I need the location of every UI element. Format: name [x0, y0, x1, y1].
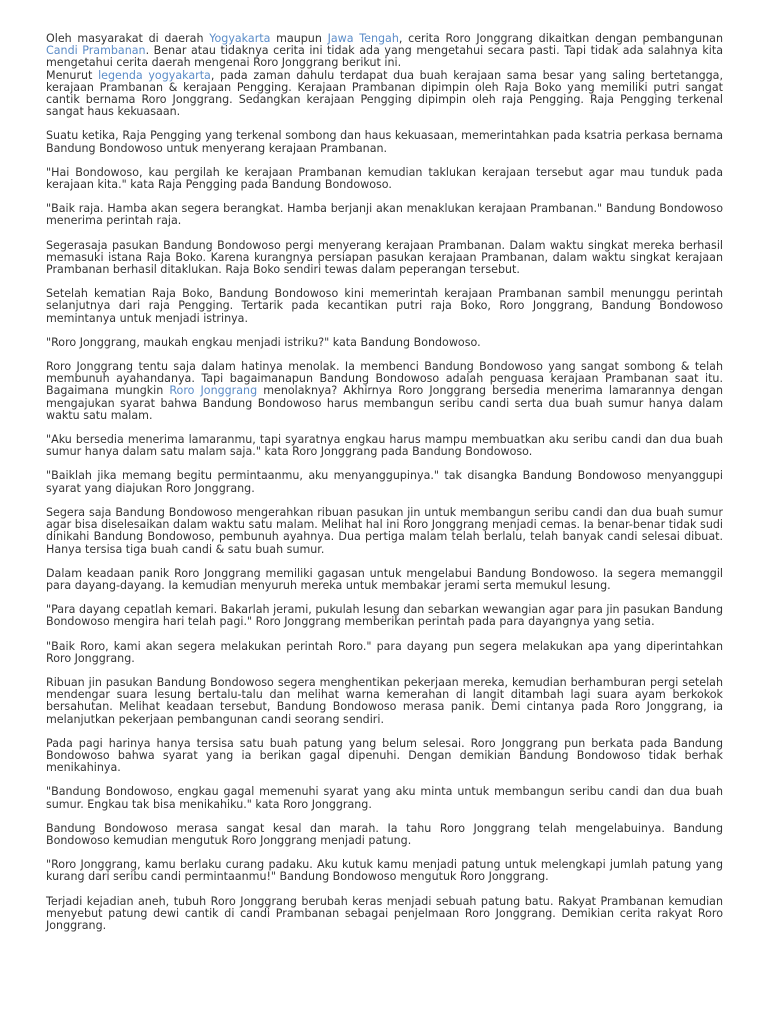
paragraph-21: Terjadi kejadian aneh, tubuh Roro Jonggrang berubah keras menjadi sebuah patung batu. Rakyat Prambanan kemudian menyebut patung dewi cantik di candi Prambanan sebagai penjelmaan Roro Jonggrang. Demikian cerita rakyat Roro Jonggrang. — [46, 894, 723, 932]
link-yogyakarta[interactable]: Yogyakarta — [209, 32, 271, 45]
paragraph-10: "Aku bersedia menerima lamaranmu, tapi syaratnya engkau harus mampu membuatkan aku seribu candi dan dua buah sumur hanya dalam satu malam saja." kata Roro Jonggrang pada Bandung Bondowoso. — [46, 433, 723, 459]
paragraph-3: Suatu ketika, Raja Pengging yang terkenal sombong dan haus kekuasaan, memerintahkan pada ksatria perkasa bernama Bandung Bondowoso untuk menyerang kerajaan Prambanan. — [46, 129, 723, 155]
paragraph-12: Segera saja Bandung Bondowoso mengerahkan ribuan pasukan jin untuk membangun seribu candi dan dua buah sumur agar bisa diselesaikan dalam waktu satu malam. Melihat hal ini Roro Jonggrang menjadi cemas. Ia benar-benar tidak sudi dinikahi Bandung Bondowoso, pembunuh ayahnya. Dua pertiga malam telah berlalu, telah banyak candi selesai dibuat. Hanya tersisa tiga buah candi & satu buah sumur. — [46, 505, 723, 556]
text-segment: . Benar atau tidaknya cerita ini tidak ada yang mengetahui secara pasti. Tapi tidak ada salahnya kita mengetahui cerita daerah mengenai Roro Jonggrang berikut ini. — [46, 44, 723, 70]
text-segment: maupun — [270, 32, 328, 45]
text-segment: , cerita Roro Jonggrang dikaitkan dengan pembangunan — [398, 32, 723, 45]
link-legenda-yogyakarta[interactable]: legenda yogyakarta — [98, 68, 211, 82]
paragraph-5: "Baik raja. Hamba akan segera berangkat. Hamba berjanji akan menaklukan kerajaan Prambanan." Bandung Bondowoso menerima perintah raja. — [46, 202, 723, 228]
text-segment: Oleh masyarakat di daerah — [46, 32, 210, 45]
paragraph-7: Setelah kematian Raja Boko, Bandung Bondowoso kini memerintah kerajaan Prambanan sambil menunggu perintah selanjutnya dari raja Pengging. Tertarik pada kecantikan putri raja Boko, Roro Jonggrang, Bandung Bondowoso memintanya untuk menjadi istrinya. — [46, 287, 723, 325]
paragraph-20: "Roro Jonggrang, kamu berlaku curang padaku. Aku kutuk kamu menjadi patung untuk melengkapi jumlah patung yang kurang dari seribu candi permintaanmu!" Bandung Bondowoso mengutuk Roro Jonggrang. — [46, 858, 723, 884]
paragraph-11: "Baiklah jika memang begitu permintaanmu, aku menyanggupinya." tak disangka Bandung Bondowoso menyanggupi syarat yang diajukan Roro Jonggrang. — [46, 469, 723, 495]
paragraph-intro — [46, 33, 723, 70]
paragraph-4: "Hai Bondowoso, kau pergilah ke kerajaan Prambanan kemudian taklukan kerajaan tersebut agar mau tunduk pada kerajaan kita." kata Raja Pengging pada Bandung Bondowoso. — [46, 165, 723, 192]
text-segment: Menurut — [46, 68, 99, 82]
paragraph-6: Segerasaja pasukan Bandung Bondowoso pergi menyerang kerajaan Prambanan. Dalam waktu singkat mereka berhasil memasuki istana Raja Boko. Karena kurangnya persiapan pasukan kerajaan Prambanan, dalam waktu singkat kerajaan Prambanan berhasil ditaklukan. Raja Boko sendiri tewas dalam peperangan tersebut. — [46, 238, 723, 277]
paragraph-14: "Para dayang cepatlah kemari. Bakarlah jerami, pukulah lesung dan sebarkan wewangian agar para jin pasukan Bandung Bondowoso mengira hari telah pagi." Roro Jonggrang memberikan perintah pada para dayangnya yang setia. — [46, 603, 723, 629]
paragraph-18: "Bandung Bondowoso, engkau gagal memenuhi syarat yang aku minta untuk membangun seribu candi dan dua buah sumur. Engkau tak bisa menikahiku." kata Roro Jonggrang. — [46, 785, 723, 811]
link-jawa-tengah[interactable]: Jawa Tengah — [327, 32, 399, 45]
paragraph-16: Ribuan jin pasukan Bandung Bondowoso segera menghentikan pekerjaan mereka, kemudian berhamburan pergi setelah mendengar suara lesung bertalu-talu dan melihat warna kemerahan di langit ditambah lagi suara ayam berkokok bersahutan. Melihat keadaan tersebut, Bandung Bondowoso merasa panik. Demi cintanya pada Roro Jonggrang, ia melanjutkan pekerjaan pembangunan candi seorang sendiri. — [46, 675, 723, 726]
paragraph-kingdoms — [46, 70, 723, 119]
paragraph-15: "Baik Roro, kami akan segera melakukan perintah Roro." para dayang pun segera melakukan apa yang diperintahkan Roro Jonggrang. — [46, 639, 723, 665]
paragraph-17: Pada pagi harinya hanya tersisa satu buah patung yang belum selesai. Roro Jonggrang pun berkata pada Bandung Bondowoso bahwa syarat yang ia berikan gagal dipenuhi. Dengan demikian Bandung Bondowoso tidak berhak menikahinya. — [46, 736, 723, 775]
paragraph-13: Dalam keadaan panik Roro Jonggrang memiliki gagasan untuk mengelabui Bandung Bondowoso. Ia segera memanggil para dayang-dayang. Ia kemudian menyuruh mereka untuk membakar jerami serta memukul lesung. — [46, 566, 723, 592]
text-segment: menolaknya? Akhirnya Roro Jonggrang bersedia menerima lamarannya dengan mengajukan syarat bahwa Bandung Bondowoso harus membangun seribu candi serta dua buah sumur hanya dalam waktu satu malam. — [46, 384, 723, 422]
paragraph-8: "Roro Jonggrang, maukah engkau menjadi istriku?" kata Bandung Bondowoso. — [46, 335, 481, 349]
paragraph-9 — [46, 361, 723, 422]
text-segment: , pada zaman dahulu terdapat dua buah kerajaan sama besar yang saling bertetangga, kerajaan Prambanan & kerajaan Pengging. Kerajaan Prambanan dipimpin oleh Raja Boko yang memiliki putri sangat cantik bernama Roro Jonggrang. Sedangkan kerajaan Pengging dipimpin oleh raja Pengging. Raja Pengging terkenal sangat haus kekuasaan. — [46, 68, 724, 119]
text-segment: Roro Jonggrang tentu saja dalam hatinya menolak. Ia membenci Bandung Bondowoso yang sangat sombong & telah membunuh ayahandanya. Tapi bagaimanapun Bandung Bondowoso adalah penguasa kerajaan Prambanan saat itu. Bagaimana mungkin — [46, 360, 723, 398]
article-body — [46, 33, 723, 944]
paragraph-19: Bandung Bondowoso merasa sangat kesal dan marah. Ia tahu Roro Jonggrang telah mengelabuinya. Bandung Bondowoso kemudian mengutuk Roro Jonggrang menjadi patung. — [46, 821, 723, 847]
link-candi-prambanan[interactable]: Candi Prambanan — [46, 44, 146, 58]
link-roro-jonggrang[interactable]: Roro Jonggrang — [169, 384, 258, 398]
